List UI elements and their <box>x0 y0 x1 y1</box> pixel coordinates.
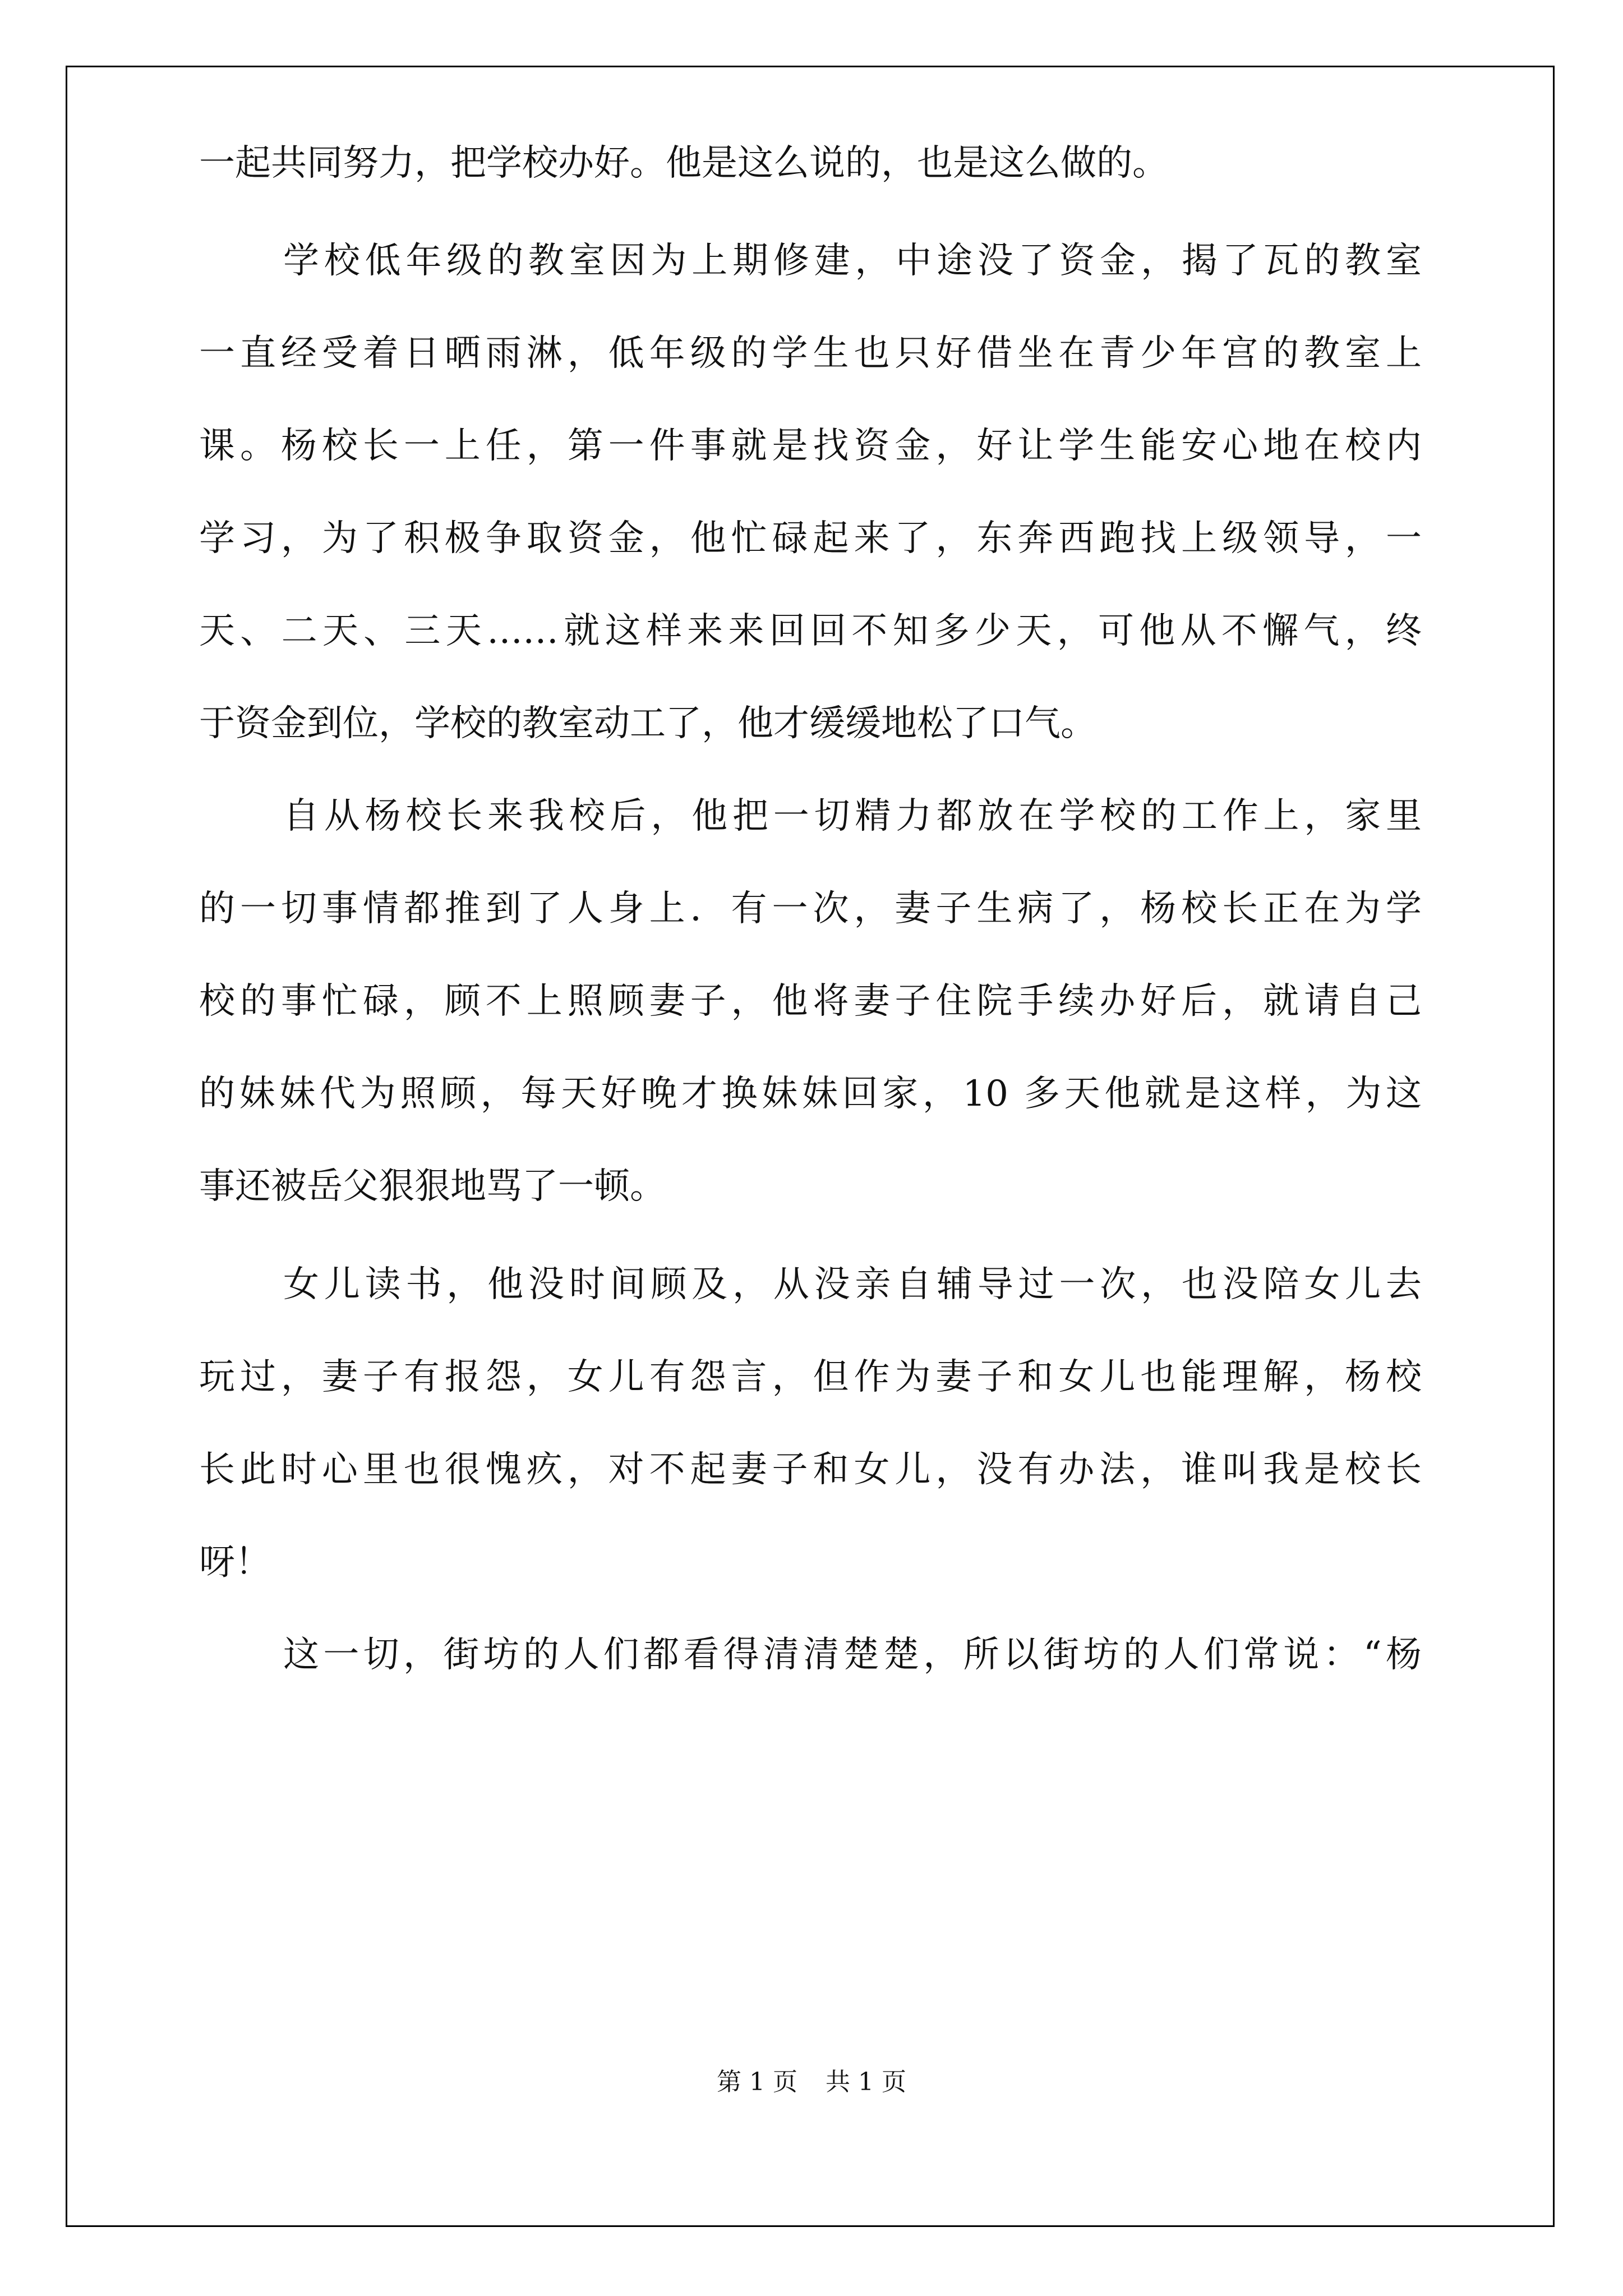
text-line: 学习，为了积极争取资金，他忙碌起来了，东奔西跑找上级领导，一 <box>199 518 1422 559</box>
paragraph-start-line: 学校低年级的教室因为上期修建，中途没了资金，揭了瓦的教室 <box>283 240 1422 282</box>
text-line: 的妹妹代为照顾，每天好晚才换妹妹回家，10 多天他就是这样，为这 <box>199 1073 1422 1115</box>
text-line: 的一切事情都推到了人身上．有一次，妻子生病了，杨校长正在为学 <box>199 888 1422 930</box>
text-line: 长此时心里也很愧疚，对不起妻子和女儿，没有办法，谁叫我是校长 <box>199 1449 1422 1490</box>
text-line: 事还被岳父狠狠地骂了一顿。 <box>199 1166 666 1207</box>
page-number: 第 1 页 <box>717 2068 797 2096</box>
text-line: 一起共同努力，把学校办好。他是这么说的，也是这么做的。 <box>199 142 1168 184</box>
text-line: 校的事忙碌，顾不上照顾妻子，他将妻子住院手续办好后，就请自己 <box>199 981 1422 1022</box>
paragraph-start-line: 自从杨校长来我校后，他把一切精力都放在学校的工作上，家里 <box>283 795 1422 837</box>
page-count: 共 1 页 <box>826 2068 906 2096</box>
text-line: 天、二天、三天……就这样来来回回不知多少天，可他从不懈气，终 <box>199 610 1422 652</box>
text-line: 呀！ <box>199 1542 271 1583</box>
text-line: 玩过，妻子有报怨，女儿有怨言，但作为妻子和女儿也能理解，杨校 <box>199 1356 1422 1398</box>
text-line: 于资金到位，学校的教室动工了，他才缓缓地松了口气。 <box>199 703 1096 744</box>
text-line: 一直经受着日晒雨淋，低年级的学生也只好借坐在青少年宫的教室上 <box>199 333 1422 374</box>
page-border <box>66 66 1555 2227</box>
page-footer <box>0 2067 1623 2098</box>
text-line: 课。杨校长一上任，第一件事就是找资金，好让学生能安心地在校内 <box>199 425 1422 467</box>
paragraph-start-line: 这一切，街坊的人们都看得清清楚楚，所以街坊的人们常说：“杨 <box>283 1634 1422 1676</box>
paragraph-start-line: 女儿读书，他没时间顾及，从没亲自辅导过一次，也没陪女儿去 <box>283 1264 1422 1305</box>
